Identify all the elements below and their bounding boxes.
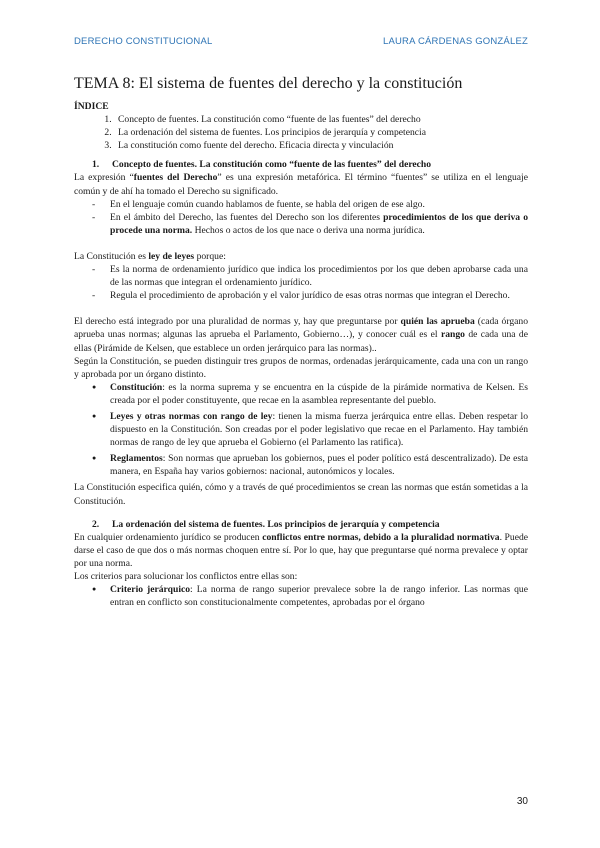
- header-course: DERECHO CONSTITUCIONAL: [74, 36, 213, 47]
- text-run: En el ámbito del Derecho, las fuentes del Derecho son los diferentes: [110, 211, 384, 223]
- paragraph: La Constitución especifica quién, cómo y a través de qué procedimientos se crean las normas que están sometidas a la Constitución.: [74, 482, 528, 507]
- list-item: [92, 452, 528, 478]
- text-run: : La norma de rango superior prevalece sobre la de rango inferior. Las normas que entran en conflicto son constitucionalmente competentes, aprobadas por el órgano: [110, 584, 528, 609]
- bold-term: procedimientos de los que deriva o procede una norma.: [110, 211, 528, 236]
- bold-term: Criterio jerárquico: [110, 584, 191, 596]
- text-run: porque:: [194, 250, 226, 262]
- index-item: 1. Concepto de fuentes. La constitución como “fuente de las fuentes” del derecho: [114, 113, 528, 126]
- bold-term: conflictos entre normas, debido a la pluralidad normativa: [262, 531, 500, 543]
- text-run: En cualquier ordenamiento jurídico se producen: [74, 531, 263, 543]
- section-number: 1.: [92, 159, 100, 171]
- text-run: (cada órgano aprueba unas normas; algunas las aprueba el Parlamento, Gobierno…), y conocer cuál es el: [74, 316, 528, 341]
- section-heading: [74, 518, 528, 531]
- bold-term: ley de leyes: [148, 250, 195, 262]
- text-run: : Son normas que aprueban los gobiernos, pues el poder político está descentralizado). De esta manera, en España hay varios gobiernos: nacional, autonómicos y locales.: [110, 453, 528, 478]
- text-run: ” es una expresión metafórica. El término “fuentes” se utiliza en el lenguaje común y de ahí ha tomado el Derecho su significado.: [74, 172, 528, 197]
- list-item: [92, 381, 528, 407]
- bullet-list: [74, 583, 528, 609]
- section-title-text: La ordenación del sistema de fuentes. Los principios de jerarquía y competencia: [112, 518, 440, 530]
- bullet-list: [74, 381, 528, 479]
- bold-term: Leyes y otras normas con rango de ley: [110, 410, 273, 422]
- text-run: El derecho está integrado por una pluralidad de normas y, hay que preguntarse por: [74, 316, 401, 328]
- index-item: 2. La ordenación del sistema de fuentes. Los principios de jerarquía y competencia: [114, 126, 528, 139]
- index-title: ÍNDICE: [74, 101, 109, 112]
- dash-list: [74, 198, 528, 237]
- list-item: - Regula el procedimiento de aprobación y el valor jurídico de esas otras normas que integran el Derecho.: [92, 289, 528, 302]
- paragraph: Según la Constitución, se pueden distinguir tres grupos de normas, ordenadas jerárquicamente, cada una con un rango y aprobada por un órgano distinto.: [74, 355, 528, 380]
- list-item: [92, 410, 528, 449]
- dash-list: [74, 263, 528, 302]
- page-number: 30: [516, 796, 528, 807]
- page-title: TEMA 8: El sistema de fuentes del derecho y la constitución: [74, 75, 463, 92]
- text-run: La expresión “: [74, 172, 134, 184]
- index-item: 3. La constitución como fuente del derecho. Eficacia directa y vinculación: [114, 139, 528, 152]
- index-list: [74, 113, 528, 152]
- bold-term: fuentes del Derecho: [133, 172, 218, 184]
- section-number: 2.: [92, 518, 100, 530]
- document-body: [74, 74, 528, 612]
- paragraph: [74, 250, 528, 263]
- text-run: . Puede darse el caso de que dos o más normas choquen entre sí. Por lo que, hay que preguntarse qué norma prevalece y optar por una norma.: [74, 531, 529, 569]
- list-item: - Es la norma de ordenamiento jurídico que indica los procedimientos por los que deben aprobarse cada una de las normas que integran el ordenamiento jurídico.: [92, 263, 528, 289]
- list-item: [92, 583, 528, 609]
- text-run: : es la norma suprema y se encuentra en la cúspide de la pirámide normativa de Kelsen. Es creada por el poder constituyente, que recae en la asamblea representante del pueblo.: [110, 381, 528, 406]
- section-title-text: Concepto de fuentes. La constitución como “fuente de las fuentes” del derecho: [112, 159, 432, 171]
- list-item: - En el lenguaje común cuando hablamos de fuente, se habla del origen de ese algo.: [92, 198, 528, 211]
- list-item: [92, 211, 528, 237]
- text-run: La Constitución es: [74, 250, 149, 262]
- text-run: : tienen la misma fuerza jerárquica entre ellas. Deben respetar lo dispuesto en la Constitución. Son creadas por el poder legislativo que recae en el Parlamento. Hay también normas de rango de ley que aprueba el Gobierno (el Parlamento las ratifica).: [110, 410, 528, 449]
- text-run: de cada una de ellas (Pirámide de Kelsen, que establece un orden jerárquico para las normas)..: [74, 329, 528, 354]
- bold-term: Reglamentos: [110, 453, 163, 465]
- bold-term: rango: [440, 329, 465, 341]
- paragraph: [74, 315, 528, 354]
- paragraph: [74, 171, 528, 197]
- paragraph: Los criterios para solucionar los conflictos entre ellas son:: [74, 571, 298, 582]
- text-run: Hechos o actos de los que nace o deriva una norma jurídica.: [192, 224, 425, 236]
- header-author: LAURA CÁRDENAS GONZÁLEZ: [382, 36, 528, 47]
- bold-term: Constitución: [110, 381, 163, 393]
- section-heading: [74, 158, 528, 171]
- paragraph: [74, 531, 528, 570]
- bold-term: quién las aprueba: [400, 316, 475, 328]
